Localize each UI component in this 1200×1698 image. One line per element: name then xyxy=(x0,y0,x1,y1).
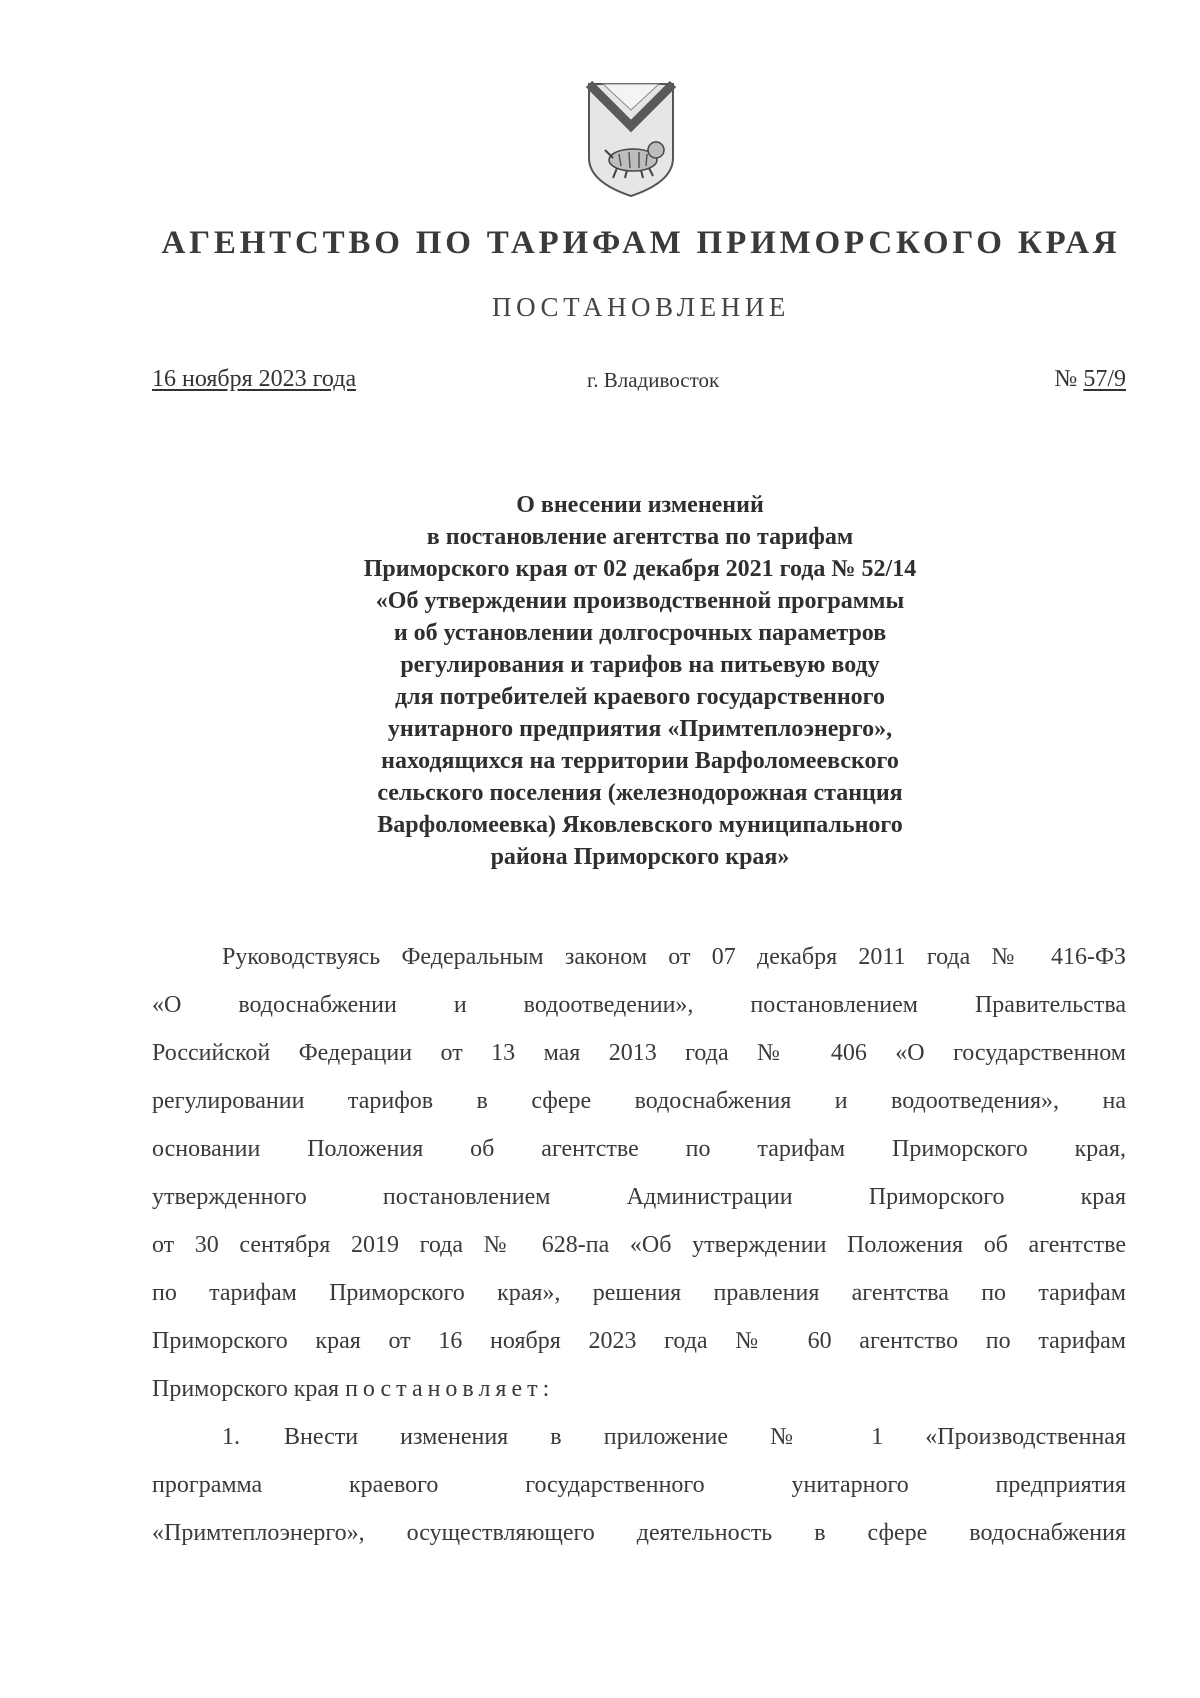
body-line: Руководствуясь Федеральным законом от 07 декабря 2011 года № 416-ФЗ xyxy=(222,944,1126,970)
title-line: Варфоломеевка) Яковлевского муниципального xyxy=(377,812,903,838)
body-line-resolves xyxy=(152,1365,1126,1413)
primorsky-krai-coat-of-arms-icon xyxy=(583,80,679,200)
title-line: «Об утверждении производственной программы xyxy=(375,588,905,614)
title-line: находящихся на территории Варфоломеевского xyxy=(381,748,899,774)
document-date: 16 ноября 2023 года xyxy=(152,366,357,392)
item-1-text: Внести изменения в приложение № 1 «Производственная xyxy=(284,1424,1126,1450)
body-line: «Примтеплоэнерго», осуществляющего деятельность в сфере водоснабжения xyxy=(152,1520,1126,1546)
number-value: 57/9 xyxy=(1083,366,1126,392)
number-sign: № xyxy=(1054,366,1078,392)
title-line: района Приморского края» xyxy=(490,844,790,870)
body-line: «О водоснабжении и водоотведении», постановлением Правительства xyxy=(152,992,1126,1018)
title-line: и об установлении долгосрочных параметров xyxy=(393,620,887,646)
document-city: г. Владивосток xyxy=(587,368,720,392)
resolves-prefix: Приморского края xyxy=(152,1376,346,1402)
title-line: унитарного предприятия «Примтеплоэнерго», xyxy=(387,716,893,742)
body-line: основании Положения об агентстве по тарифам Приморского края, xyxy=(152,1136,1126,1162)
document-body xyxy=(152,933,1126,1557)
body-line: программа краевого государственного унитарного предприятия xyxy=(152,1472,1126,1498)
title-line: О внесении изменений xyxy=(516,492,764,518)
document-number xyxy=(1054,366,1126,393)
body-line: регулировании тарифов в сфере водоснабжения и водоотведения», на xyxy=(152,1088,1126,1114)
item-1-line xyxy=(152,1413,1126,1461)
document-type: ПОСТАНОВЛЕНИЕ xyxy=(491,292,791,322)
body-line: утвержденного постановлением Администрации Приморского края xyxy=(152,1184,1126,1210)
title-line: Приморского края от 02 декабря 2021 года № 52/14 xyxy=(363,556,917,582)
body-line: от 30 сентября 2019 года № 628-па «Об утверждении Положения об агентстве xyxy=(152,1232,1126,1258)
document-meta xyxy=(152,366,1126,400)
body-line: Приморского края от 16 ноября 2023 года № 60 агентство по тарифам xyxy=(152,1328,1126,1354)
resolves-word: постановляет: xyxy=(345,1376,555,1402)
title-line: для потребителей краевого государственного xyxy=(395,684,885,710)
item-1-number: 1. xyxy=(222,1424,240,1450)
agency-name: АГЕНТСТВО ПО ТАРИФАМ ПРИМОРСКОГО КРАЯ xyxy=(161,225,1121,261)
title-line: в постановление агентства по тарифам xyxy=(426,524,854,550)
body-line: Российской Федерации от 13 мая 2013 года № 406 «О государственном xyxy=(152,1040,1126,1066)
title-line: регулирования и тарифов на питьевую воду xyxy=(400,652,880,678)
document-title xyxy=(330,489,950,873)
body-line: по тарифам Приморского края», решения правления агентства по тарифам xyxy=(152,1280,1126,1306)
title-line: сельского поселения (железнодорожная станция xyxy=(377,780,903,806)
